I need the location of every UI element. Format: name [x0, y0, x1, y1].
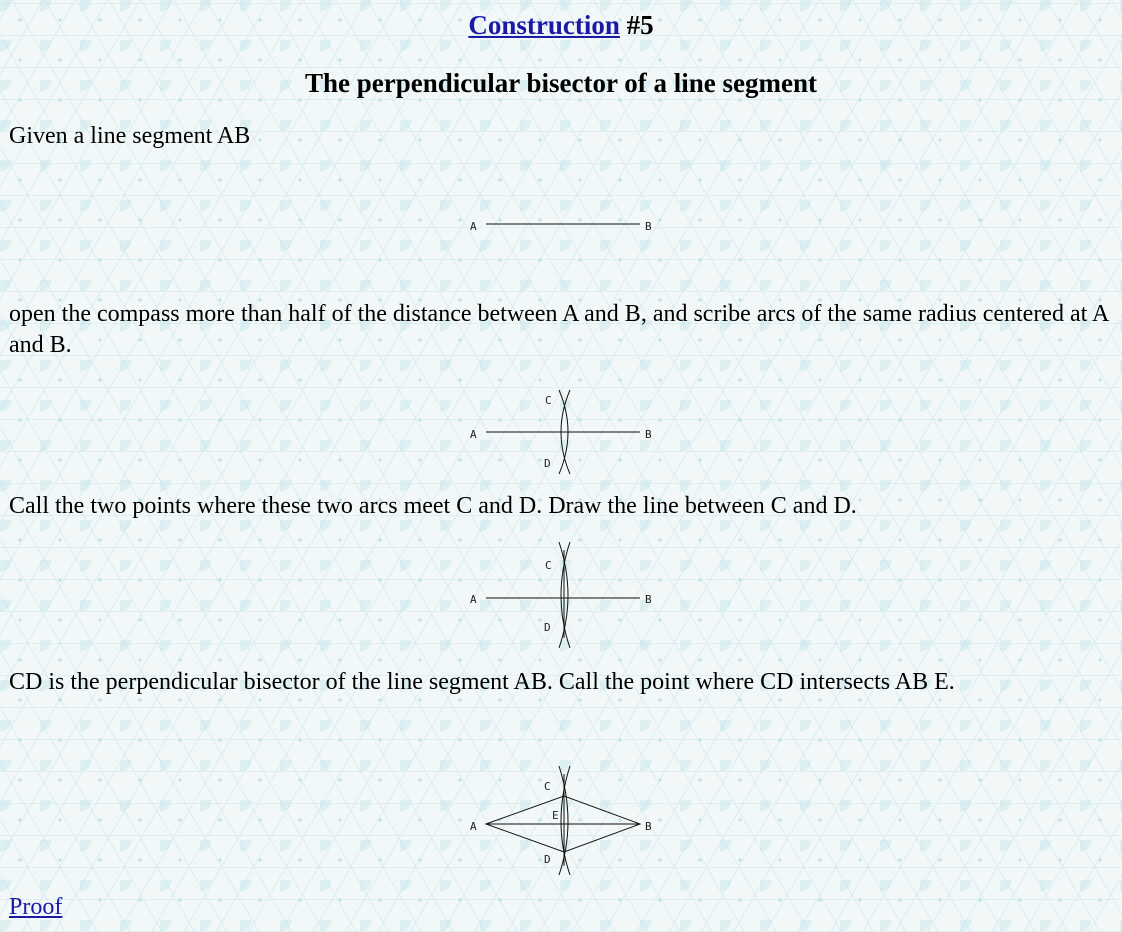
point-c-label: C — [545, 394, 552, 407]
step-3-text: Call the two points where these two arcs meet C and D. Draw the line between C and D. — [9, 493, 857, 519]
point-b-label: B — [645, 220, 652, 233]
point-a-label: A — [470, 593, 477, 606]
figure-line-cd — [0, 538, 1122, 648]
figure-arcs — [0, 376, 1122, 476]
arc-from-b — [561, 542, 570, 648]
point-c-label: C — [544, 780, 551, 793]
point-e-label: E — [552, 809, 559, 822]
point-d-label: D — [544, 457, 551, 470]
point-c-label: C — [545, 559, 552, 572]
point-b-label: B — [645, 593, 652, 606]
construction-number: #5 — [619, 10, 654, 40]
page-title — [0, 8, 1122, 42]
step-2-text: open the compass more than half of the distance between A and B, and scribe arcs of the same radius centered at A and B. — [9, 301, 1108, 358]
point-a-label: A — [470, 220, 477, 233]
figure-rhombus — [0, 762, 1122, 877]
point-d-label: D — [544, 853, 551, 866]
point-b-label: B — [645, 428, 652, 441]
point-a-label: A — [470, 428, 477, 441]
point-a-label: A — [470, 820, 477, 833]
step-4-text: CD is the perpendicular bisector of the line segment AB. Call the point where CD intersects AB E. — [9, 669, 955, 695]
point-d-label: D — [544, 621, 551, 634]
proof-link[interactable]: Proof — [9, 894, 63, 920]
construction-link[interactable]: Construction — [468, 10, 620, 40]
step-1-text: Given a line segment AB — [9, 123, 251, 149]
figure-segment-ab — [0, 205, 1122, 245]
arc-from-b — [561, 766, 570, 875]
point-b-label: B — [645, 820, 652, 833]
page-subtitle: The perpendicular bisector of a line segment — [305, 68, 817, 98]
proof-container — [9, 892, 62, 923]
